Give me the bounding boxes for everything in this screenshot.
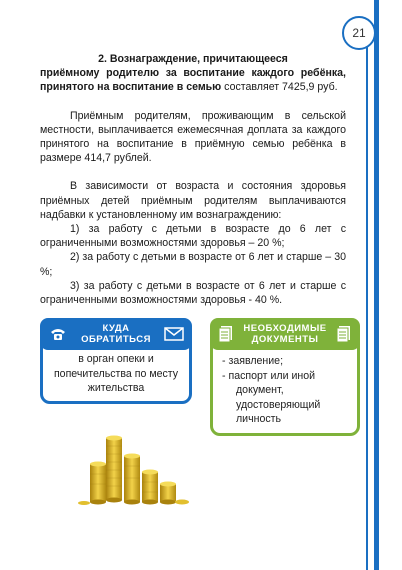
document-item-continuation: документ, удостоверяющий личность (236, 384, 321, 425)
paragraph-allowances: В зависимости от возраста и состояния здоровья приёмных детей приёмным родителям выплачиваются надбавки к установленному им вознаграждению: (40, 180, 346, 221)
list-item: 3) за работу с детьми в возрасте от 6 лет и старше с ограниченными возможностями здоровья - 40 %. (40, 279, 346, 307)
where-to-apply-title: КУДА ОБРАТИТЬСЯ (81, 323, 151, 345)
document-item: - заявление; (222, 355, 284, 367)
documents-icon (218, 325, 234, 343)
paragraph-rural: Приёмным родителям, проживающим в сельской местности, выплачивается ежемесячная доплата за каждого принятого на воспитание в приёмную семью ребёнка в размере 414,7 рублей. (40, 109, 346, 165)
heading-amount-text: составляет 7425,9 руб. (221, 81, 338, 94)
coins-illustration (78, 430, 198, 508)
list-item: 2) за работу с детьми в возрасте от 6 лет и старше – 30 %; (40, 251, 346, 278)
phone-icon (48, 326, 68, 342)
right-border-line (374, 0, 379, 570)
required-documents-title: НЕОБХОДИМЫЕ ДОКУМЕНТЫ (243, 323, 327, 345)
page-number: 21 (342, 16, 376, 50)
list-item: 1) за работу с детьми в возрасте до 6 лет с ограниченными возможностями здоровья – 20 %; (40, 223, 346, 250)
section-heading: 2. Вознаграждение, причитающееся (98, 53, 288, 65)
heading-bold-text: приёмному родителю за воспитание каждого ребёнка, принятого на воспитание в семью (40, 67, 346, 94)
required-documents-banner (210, 318, 360, 350)
where-to-apply-text: в орган опеки и попечительства по месту жительства (53, 353, 179, 394)
documents-icon (336, 325, 352, 343)
where-to-apply-banner (40, 318, 192, 350)
envelope-icon (164, 327, 184, 341)
section-heading-body (40, 66, 346, 94)
right-border-thin-line (366, 40, 368, 570)
required-documents-list (222, 354, 354, 427)
document-item: - паспорт или иной (222, 369, 316, 382)
main-text (40, 52, 346, 307)
